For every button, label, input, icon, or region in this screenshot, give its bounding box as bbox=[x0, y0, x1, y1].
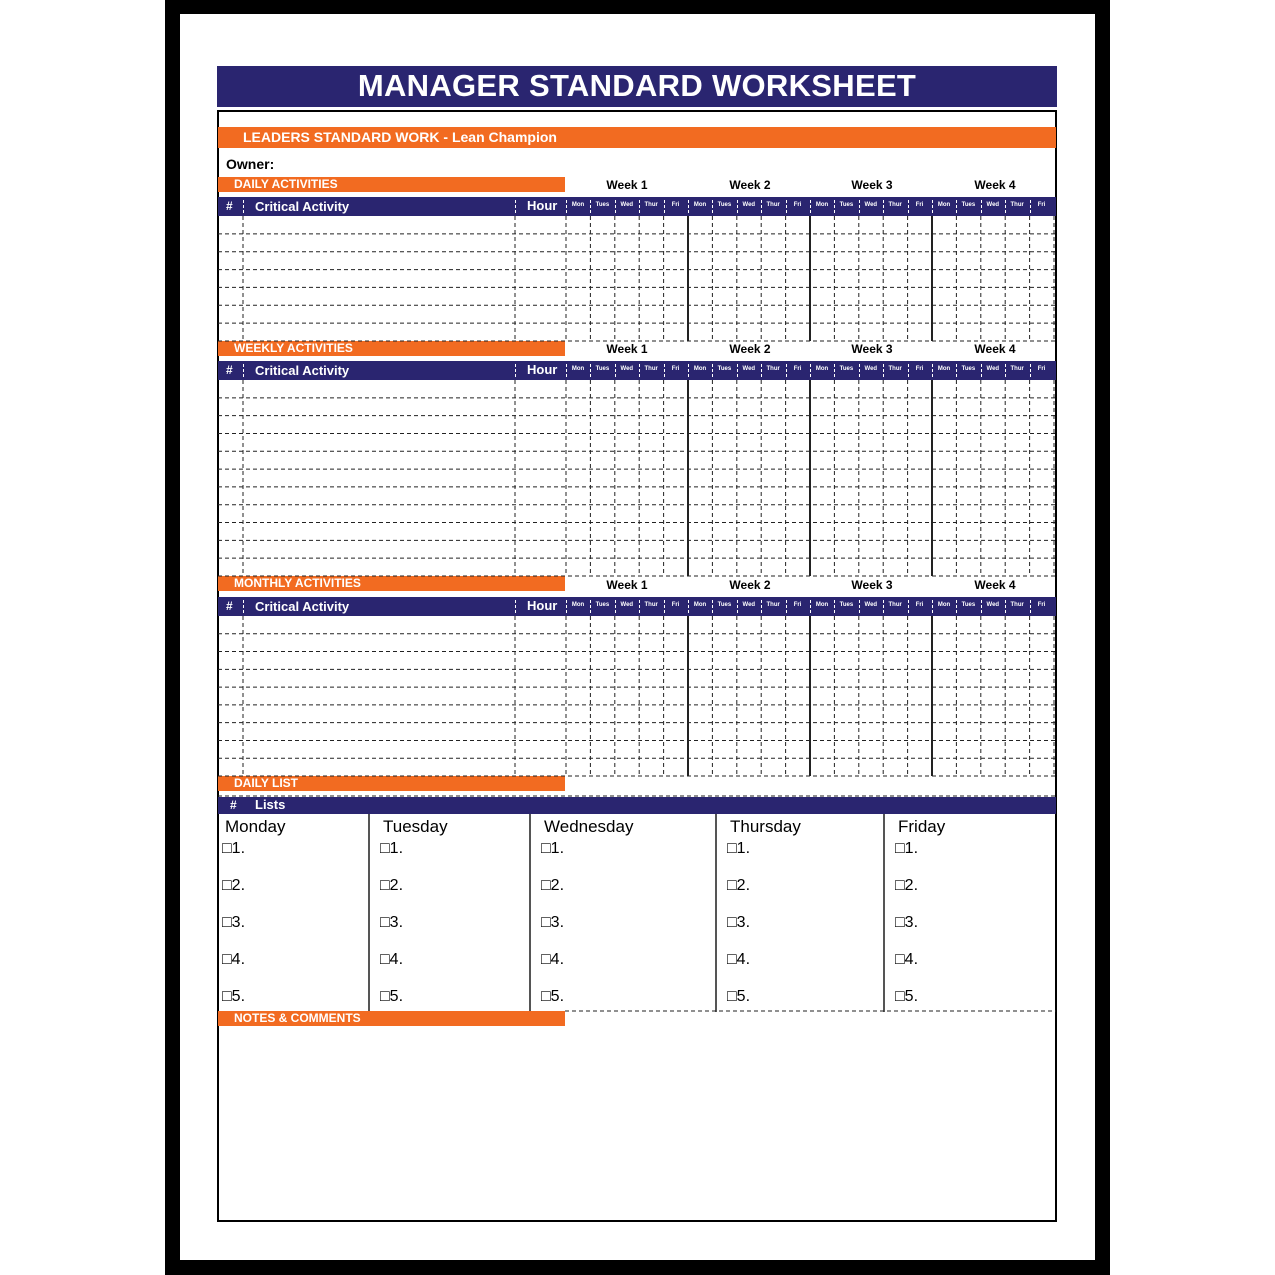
day-column-monday bbox=[218, 814, 368, 1012]
day-short-label: Tues bbox=[839, 202, 854, 208]
week-label: Week 3 bbox=[851, 178, 893, 192]
header-separator bbox=[590, 600, 591, 613]
day-column-wednesday bbox=[537, 814, 715, 1012]
list-item[interactable]: □5. bbox=[895, 988, 919, 1005]
header-separator bbox=[761, 600, 762, 613]
day-short-label: Tues bbox=[595, 602, 610, 608]
header-separator bbox=[786, 200, 787, 213]
header-separator bbox=[834, 364, 835, 377]
header-separator bbox=[688, 200, 689, 213]
title-underline bbox=[217, 104, 1057, 107]
day-short-label: Fri bbox=[793, 366, 802, 372]
header-separator bbox=[786, 364, 787, 377]
list-item[interactable]: □3. bbox=[541, 914, 565, 931]
header-separator bbox=[639, 600, 640, 613]
day-short-label: Wed bbox=[620, 202, 634, 208]
page-title: MANAGER STANDARD WORKSHEET bbox=[217, 66, 1057, 104]
hour-header: Hour bbox=[527, 362, 558, 377]
column-divider bbox=[715, 814, 717, 1012]
week-label: Week 3 bbox=[851, 578, 893, 592]
header-separator bbox=[566, 600, 567, 613]
table-header-monthly bbox=[218, 597, 1056, 616]
list-item[interactable]: □4. bbox=[380, 951, 404, 968]
day-short-label: Mon bbox=[815, 366, 829, 372]
header-separator bbox=[932, 600, 933, 613]
critical-activity-header: Critical Activity bbox=[255, 363, 350, 378]
day-short-label: Fri bbox=[793, 202, 802, 208]
hash-header: # bbox=[230, 798, 237, 812]
day-short-label: Mon bbox=[937, 366, 951, 372]
day-short-label: Tues bbox=[961, 202, 976, 208]
day-short-label: Wed bbox=[864, 366, 878, 372]
owner-label: Owner: bbox=[226, 156, 275, 172]
day-short-label: Thur bbox=[1010, 366, 1024, 372]
header-separator bbox=[1005, 600, 1006, 613]
day-short-label: Fri bbox=[793, 602, 802, 608]
table-header-daily bbox=[218, 197, 1056, 216]
header-separator bbox=[834, 600, 835, 613]
list-item[interactable]: □4. bbox=[541, 951, 565, 968]
list-item[interactable]: □4. bbox=[895, 951, 919, 968]
day-short-label: Wed bbox=[986, 202, 1000, 208]
header-separator bbox=[688, 600, 689, 613]
header-separator bbox=[908, 200, 909, 213]
day-short-label: Mon bbox=[693, 202, 707, 208]
day-short-label: Thur bbox=[888, 366, 902, 372]
day-short-label: Mon bbox=[815, 202, 829, 208]
day-short-label: Fri bbox=[915, 202, 924, 208]
notes-area[interactable] bbox=[220, 1027, 1054, 1219]
list-item[interactable]: □5. bbox=[541, 988, 565, 1005]
header-separator bbox=[1005, 364, 1006, 377]
header-separator bbox=[883, 200, 884, 213]
list-item[interactable]: □1. bbox=[727, 840, 751, 857]
day-short-label: Fri bbox=[671, 202, 680, 208]
section-label-notes: NOTES & COMMENTS bbox=[218, 1011, 565, 1026]
header-separator bbox=[737, 364, 738, 377]
hash-header: # bbox=[226, 599, 233, 613]
day-short-label: Fri bbox=[671, 366, 680, 372]
header-separator bbox=[956, 200, 957, 213]
day-short-label: Tues bbox=[961, 366, 976, 372]
day-short-label: Tues bbox=[595, 366, 610, 372]
day-column-tuesday bbox=[376, 814, 530, 1012]
day-name: Wednesday bbox=[544, 817, 634, 836]
day-short-label: Tues bbox=[717, 202, 732, 208]
header-separator bbox=[590, 364, 591, 377]
header-separator bbox=[1030, 600, 1031, 613]
list-item[interactable]: □1. bbox=[541, 840, 565, 857]
week-label: Week 4 bbox=[974, 578, 1016, 592]
day-name: Friday bbox=[898, 817, 946, 836]
section-label-daily-list: DAILY LIST bbox=[218, 776, 565, 791]
header-separator bbox=[515, 200, 516, 213]
day-short-label: Mon bbox=[571, 602, 585, 608]
week-label: Week 2 bbox=[729, 178, 771, 192]
day-short-label: Wed bbox=[742, 602, 756, 608]
day-column-friday bbox=[891, 814, 1055, 1012]
day-short-label: Tues bbox=[839, 366, 854, 372]
header-separator bbox=[834, 200, 835, 213]
header-separator bbox=[639, 364, 640, 377]
header-separator bbox=[639, 200, 640, 213]
header-separator bbox=[615, 200, 616, 213]
day-short-label: Mon bbox=[815, 602, 829, 608]
hour-header: Hour bbox=[527, 198, 558, 213]
list-item[interactable]: □5. bbox=[727, 988, 751, 1005]
week-label: Week 1 bbox=[606, 342, 648, 356]
lists-header: Lists bbox=[255, 797, 286, 812]
day-short-label: Fri bbox=[1037, 366, 1046, 372]
day-short-label: Wed bbox=[742, 366, 756, 372]
header-separator bbox=[737, 200, 738, 213]
list-item[interactable]: □1. bbox=[222, 840, 246, 857]
week-label: Week 1 bbox=[606, 178, 648, 192]
header-separator bbox=[859, 600, 860, 613]
header-separator bbox=[664, 200, 665, 213]
day-short-label: Wed bbox=[986, 366, 1000, 372]
header-separator bbox=[1030, 364, 1031, 377]
day-name: Monday bbox=[225, 817, 286, 836]
list-item[interactable]: □2. bbox=[895, 877, 919, 894]
subtitle-bar: LEADERS STANDARD WORK - Lean Champion bbox=[218, 127, 1056, 148]
list-item[interactable]: □1. bbox=[380, 840, 404, 857]
header-separator bbox=[615, 600, 616, 613]
day-short-label: Thur bbox=[766, 602, 780, 608]
list-item[interactable]: □2. bbox=[727, 877, 751, 894]
column-divider bbox=[883, 814, 885, 1012]
header-separator bbox=[786, 600, 787, 613]
daily-list-header bbox=[218, 797, 1056, 814]
header-separator bbox=[243, 200, 244, 213]
list-item[interactable]: □4. bbox=[727, 951, 751, 968]
header-separator bbox=[243, 600, 244, 613]
day-short-label: Mon bbox=[571, 366, 585, 372]
section-label-monthly: MONTHLY ACTIVITIES bbox=[218, 576, 565, 591]
list-item[interactable]: □5. bbox=[222, 988, 246, 1005]
day-short-label: Fri bbox=[915, 366, 924, 372]
day-short-label: Fri bbox=[671, 602, 680, 608]
header-separator bbox=[615, 364, 616, 377]
day-short-label: Mon bbox=[693, 366, 707, 372]
header-separator bbox=[566, 364, 567, 377]
day-short-label: Mon bbox=[937, 602, 951, 608]
section-label-weekly: WEEKLY ACTIVITIES bbox=[218, 341, 565, 356]
header-separator bbox=[515, 364, 516, 377]
day-short-label: Wed bbox=[864, 602, 878, 608]
header-separator bbox=[859, 364, 860, 377]
header-separator bbox=[712, 200, 713, 213]
header-separator bbox=[810, 200, 811, 213]
header-separator bbox=[810, 364, 811, 377]
day-short-label: Mon bbox=[937, 202, 951, 208]
day-short-label: Thur bbox=[644, 602, 658, 608]
header-separator bbox=[956, 364, 957, 377]
day-short-label: Tues bbox=[839, 602, 854, 608]
week-label: Week 4 bbox=[974, 178, 1016, 192]
header-separator bbox=[932, 200, 933, 213]
section-label-daily: DAILY ACTIVITIES bbox=[218, 177, 565, 192]
header-separator bbox=[712, 364, 713, 377]
day-short-label: Mon bbox=[571, 202, 585, 208]
column-divider bbox=[368, 814, 370, 1012]
header-separator bbox=[981, 364, 982, 377]
list-item[interactable]: □1. bbox=[895, 840, 919, 857]
header-separator bbox=[664, 364, 665, 377]
day-short-label: Tues bbox=[961, 602, 976, 608]
list-item[interactable]: □3. bbox=[895, 914, 919, 931]
day-short-label: Wed bbox=[620, 602, 634, 608]
week-label: Week 4 bbox=[974, 342, 1016, 356]
day-short-label: Wed bbox=[986, 602, 1000, 608]
header-separator bbox=[688, 364, 689, 377]
list-item[interactable]: □5. bbox=[380, 988, 404, 1005]
day-short-label: Mon bbox=[693, 602, 707, 608]
header-separator bbox=[737, 600, 738, 613]
day-short-label: Fri bbox=[1037, 602, 1046, 608]
header-separator bbox=[712, 600, 713, 613]
list-item[interactable]: □3. bbox=[222, 914, 246, 931]
header-separator bbox=[761, 200, 762, 213]
day-name: Thursday bbox=[730, 817, 801, 836]
list-item[interactable]: □2. bbox=[541, 877, 565, 894]
week-label: Week 2 bbox=[729, 342, 771, 356]
critical-activity-header: Critical Activity bbox=[255, 599, 350, 614]
list-item[interactable]: □2. bbox=[380, 877, 404, 894]
day-name: Tuesday bbox=[383, 817, 448, 836]
day-short-label: Thur bbox=[644, 366, 658, 372]
day-short-label: Fri bbox=[915, 602, 924, 608]
header-separator bbox=[566, 200, 567, 213]
header-separator bbox=[981, 200, 982, 213]
header-separator bbox=[981, 600, 982, 613]
header-separator bbox=[761, 364, 762, 377]
header-separator bbox=[908, 600, 909, 613]
column-divider bbox=[529, 814, 531, 1012]
hash-header: # bbox=[226, 199, 233, 213]
week-label: Week 3 bbox=[851, 342, 893, 356]
header-separator bbox=[859, 200, 860, 213]
day-short-label: Thur bbox=[1010, 602, 1024, 608]
header-separator bbox=[515, 600, 516, 613]
hour-header: Hour bbox=[527, 598, 558, 613]
day-short-label: Tues bbox=[717, 602, 732, 608]
list-item[interactable]: □3. bbox=[727, 914, 751, 931]
day-short-label: Tues bbox=[595, 202, 610, 208]
header-separator bbox=[810, 600, 811, 613]
header-separator bbox=[590, 200, 591, 213]
header-separator bbox=[956, 600, 957, 613]
week-label: Week 1 bbox=[606, 578, 648, 592]
day-short-label: Thur bbox=[766, 366, 780, 372]
day-short-label: Wed bbox=[742, 202, 756, 208]
day-short-label: Thur bbox=[644, 202, 658, 208]
header-separator bbox=[883, 600, 884, 613]
header-separator bbox=[908, 364, 909, 377]
day-short-label: Fri bbox=[1037, 202, 1046, 208]
day-short-label: Thur bbox=[766, 202, 780, 208]
header-separator bbox=[243, 364, 244, 377]
list-item[interactable]: □4. bbox=[222, 951, 246, 968]
list-item[interactable]: □3. bbox=[380, 914, 404, 931]
header-separator bbox=[664, 600, 665, 613]
day-short-label: Wed bbox=[620, 366, 634, 372]
list-item[interactable]: □2. bbox=[222, 877, 246, 894]
week-label: Week 2 bbox=[729, 578, 771, 592]
day-short-label: Wed bbox=[864, 202, 878, 208]
hash-header: # bbox=[226, 363, 233, 377]
day-short-label: Thur bbox=[1010, 202, 1024, 208]
header-separator bbox=[932, 364, 933, 377]
header-separator bbox=[883, 364, 884, 377]
critical-activity-header: Critical Activity bbox=[255, 199, 350, 214]
day-column-thursday bbox=[723, 814, 883, 1012]
day-short-label: Thur bbox=[888, 202, 902, 208]
day-short-label: Tues bbox=[717, 366, 732, 372]
table-header-weekly bbox=[218, 361, 1056, 380]
header-separator bbox=[1030, 200, 1031, 213]
day-short-label: Thur bbox=[888, 602, 902, 608]
header-separator bbox=[1005, 200, 1006, 213]
